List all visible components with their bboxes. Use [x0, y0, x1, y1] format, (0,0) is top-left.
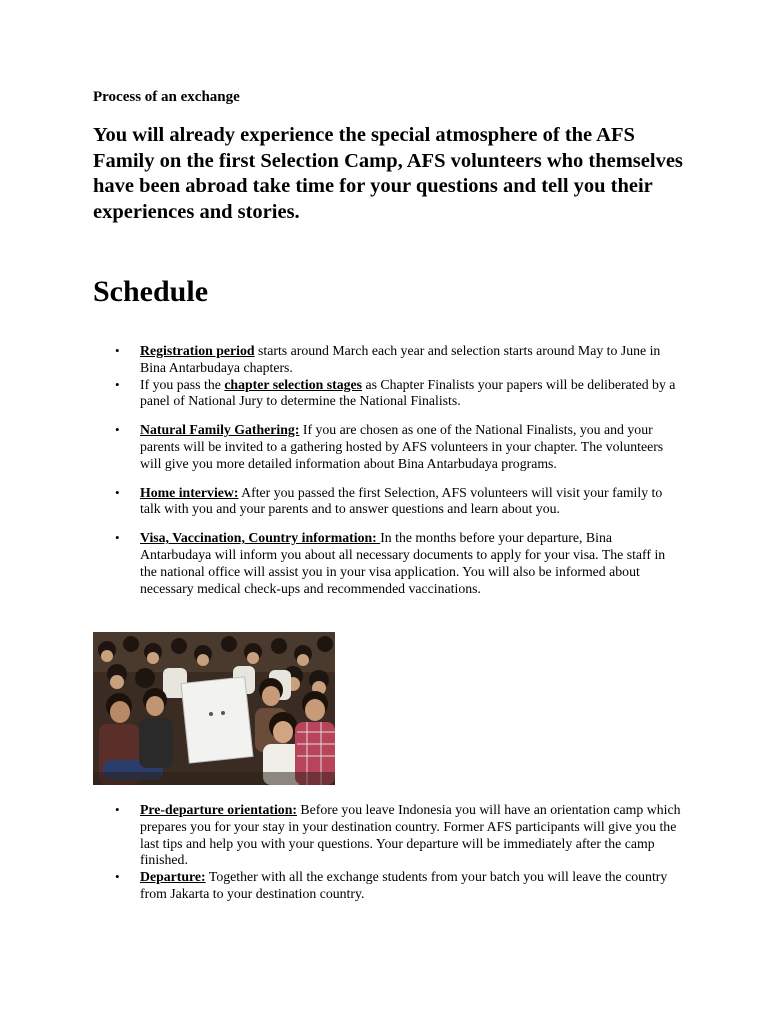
list-item-chapter-selection: • If you pass the chapter selection stages as Chapter Finalists your papers will be deliberated by a panel of National Jury to determine the National Finalists. [93, 377, 683, 411]
list-item-family-gathering: • Natural Family Gathering: If you are chosen as one of the National Finalists, you and your parents will be invited to a gathering hosted by AFS volunteers in your chapter. The volunteers will give you more detailed information about Bina Antarbudaya programs. [93, 422, 683, 472]
term-chapter-selection: chapter selection stages [224, 376, 362, 392]
term-departure: Departure: [140, 869, 206, 885]
term-registration-period: Registration period [140, 343, 255, 358]
list-item-registration: • Registration period starts around March each year and selection starts around May to June in Bina Antarbudaya chapters. [93, 343, 683, 377]
term-family-gathering: Natural Family Gathering: [140, 422, 300, 438]
term-home-interview: Home interview: [140, 484, 239, 500]
list-item-pre-departure: • Pre-departure orientation: Before you leave Indonesia you will have an orientation camp which prepares you for your stay in your destination country. Former AFS participants will give you the last tips and help you with your questions. Your departure will be immediately after the camp finished. [93, 802, 683, 869]
group-photo [93, 632, 335, 785]
list-item-departure: • Departure: Together with all the exchange students from your batch you will leave the country from Jakarta to your destination country. [93, 869, 683, 903]
schedule-list [93, 343, 683, 597]
intro-paragraph: You will already experience the special atmosphere of the AFS Family on the first Selection Camp, AFS volunteers who themselves have been abroad take time for your questions and tell you their experiences and stories. [93, 124, 683, 223]
term-visa: Visa, Vaccination, Country information: [140, 530, 381, 546]
schedule-list-continued [93, 802, 683, 903]
list-item-home-interview: • Home interview: After you passed the first Selection, AFS volunteers will visit your family to talk with you and your parents and to answer questions and learn about you. [93, 485, 683, 519]
list-item-visa: • Visa, Vaccination, Country information: In the months before your departure, Bina Antarbudaya will inform you about all necessary documents to apply for your visa. The staff in the national office will assist you in your visa application. You will also be informed about necessary medical check-ups and recommended vaccinations. [93, 530, 683, 597]
term-pre-departure: Pre-departure orientation: [140, 802, 297, 817]
schedule-title: Schedule [93, 275, 209, 308]
section-heading: Process of an exchange [93, 89, 240, 105]
